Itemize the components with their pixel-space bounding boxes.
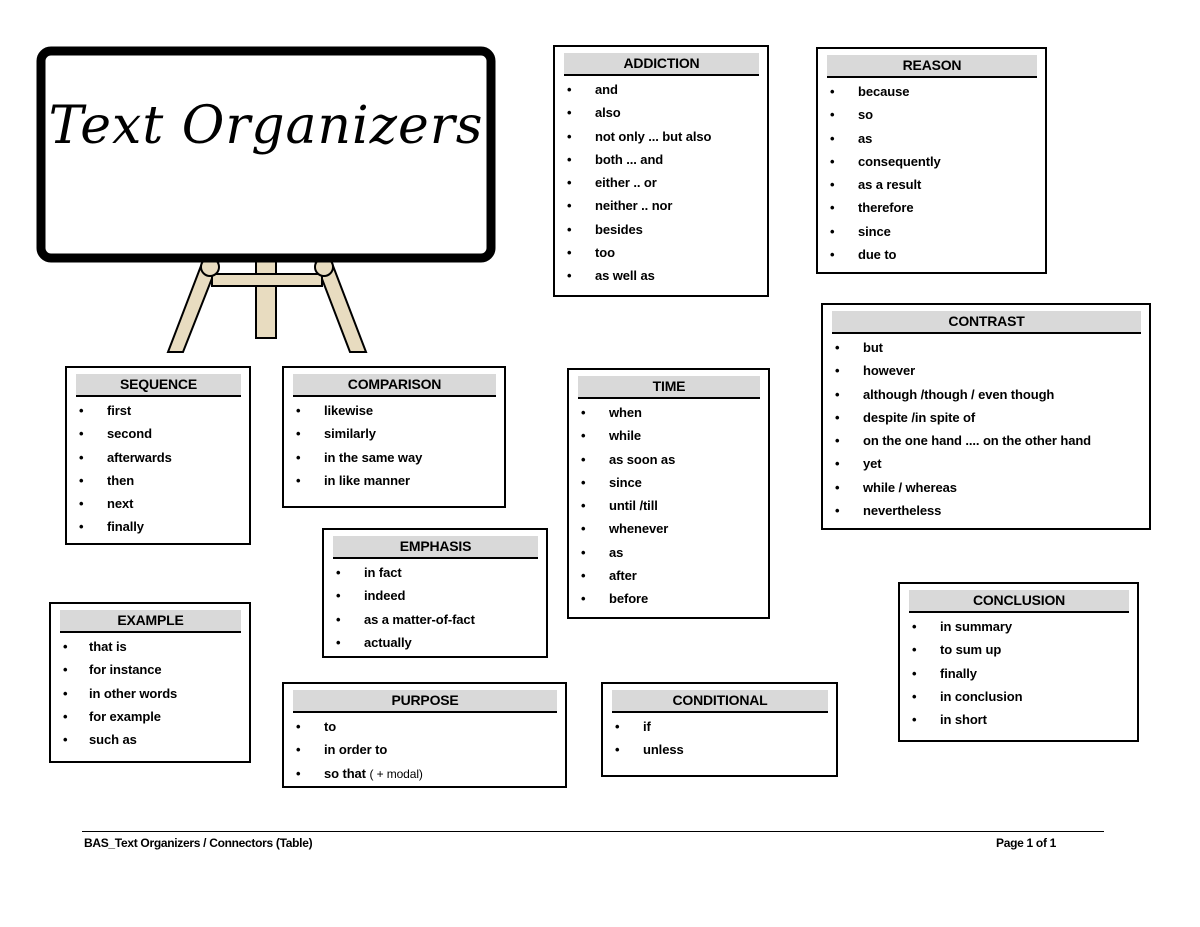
list-item: • and [555,78,767,101]
time-heading: TIME [578,376,760,399]
conclusion-list [900,615,1137,731]
list-item: • in fact [324,561,546,584]
list-item: • for example [51,705,249,728]
emphasis-heading: EMPHASIS [333,536,538,559]
list-item: • in order to [284,738,565,761]
sequence-box [65,366,251,545]
footer-document-name: BAS_Text Organizers / Connectors (Table) [84,836,313,850]
footer-divider [82,831,1104,832]
purpose-box [282,682,567,788]
addiction-box [553,45,769,297]
list-item: • likewise [284,399,504,422]
emphasis-box [322,528,548,658]
purpose-list [284,715,565,786]
list-item: • to [284,715,565,738]
list-item: • similarly [284,422,504,445]
list-item: • before [569,587,768,610]
list-item: • neither .. nor [555,194,767,217]
list-item [284,762,565,786]
list-item-text: so that [324,765,366,781]
easel-icon [36,46,500,358]
contrast-heading: CONTRAST [832,311,1141,334]
list-item: • for instance [51,658,249,681]
easel-title-board [36,46,500,358]
list-item: • in the same way [284,446,504,469]
list-item: • nevertheless [823,499,1149,522]
comparison-box [282,366,506,508]
conclusion-box [898,582,1139,742]
list-item: • as [818,127,1045,150]
list-item: • as [569,541,768,564]
comparison-heading: COMPARISON [293,374,496,397]
list-item: • also [555,101,767,124]
list-item: • in conclusion [900,685,1137,708]
list-item: • therefore [818,196,1045,219]
list-item: • unless [603,738,836,761]
list-item: • whenever [569,517,768,540]
reason-heading: REASON [827,55,1037,78]
list-item: • then [67,469,249,492]
list-item: • however [823,359,1149,382]
list-item: • as well as [555,264,767,287]
list-item: • indeed [324,584,546,607]
list-item: • so [818,103,1045,126]
modal-note: ( + modal) [369,766,423,781]
list-item: • in short [900,708,1137,731]
example-list [51,635,249,751]
list-item: • first [67,399,249,422]
list-item: • since [818,220,1045,243]
list-item: • in summary [900,615,1137,638]
footer-page-number: Page 1 of 1 [996,836,1057,850]
list-item: • next [67,492,249,515]
list-item: • after [569,564,768,587]
list-item: • afterwards [67,446,249,469]
sequence-list [67,399,249,539]
list-item: • as a matter-of-fact [324,608,546,631]
list-item: • either .. or [555,171,767,194]
list-item: • but [823,336,1149,359]
reason-box [816,47,1047,274]
list-item: • besides [555,218,767,241]
addiction-list [555,78,767,288]
list-item: • on the one hand .... on the other hand [823,429,1149,452]
list-item: • while / whereas [823,476,1149,499]
list-item: • actually [324,631,546,654]
list-item: • yet [823,452,1149,475]
list-item: • if [603,715,836,738]
list-item: • as a result [818,173,1045,196]
list-item: • when [569,401,768,424]
list-item: • because [818,80,1045,103]
time-box [567,368,770,619]
list-item: • consequently [818,150,1045,173]
list-item: • finally [67,515,249,538]
example-box [49,602,251,763]
list-item: • since [569,471,768,494]
list-item: • until /till [569,494,768,517]
list-item: • not only ... but also [555,125,767,148]
comparison-list [284,399,504,492]
list-item: • both ... and [555,148,767,171]
list-item: • while [569,424,768,447]
conditional-box [601,682,838,777]
list-item: • as soon as [569,448,768,471]
list-item: • finally [900,662,1137,685]
example-heading: EXAMPLE [60,610,241,633]
list-item: • due to [818,243,1045,266]
contrast-list [823,336,1149,522]
purpose-heading: PURPOSE [293,690,557,713]
list-item: • in like manner [284,469,504,492]
contrast-box [821,303,1151,530]
time-list [569,401,768,611]
list-item: • second [67,422,249,445]
conclusion-heading: CONCLUSION [909,590,1129,613]
list-item: • in other words [51,682,249,705]
list-item: • that is [51,635,249,658]
conditional-list [603,715,836,762]
conditional-heading: CONDITIONAL [612,690,828,713]
emphasis-list [324,561,546,654]
list-item: • to sum up [900,638,1137,661]
sequence-heading: SEQUENCE [76,374,241,397]
list-item: • such as [51,728,249,751]
list-item: • despite /in spite of [823,406,1149,429]
list-item: • although /though / even though [823,383,1149,406]
list-item: • too [555,241,767,264]
addiction-heading: ADDICTION [564,53,759,76]
page-title: Text Organizers [48,96,484,156]
reason-list [818,80,1045,266]
